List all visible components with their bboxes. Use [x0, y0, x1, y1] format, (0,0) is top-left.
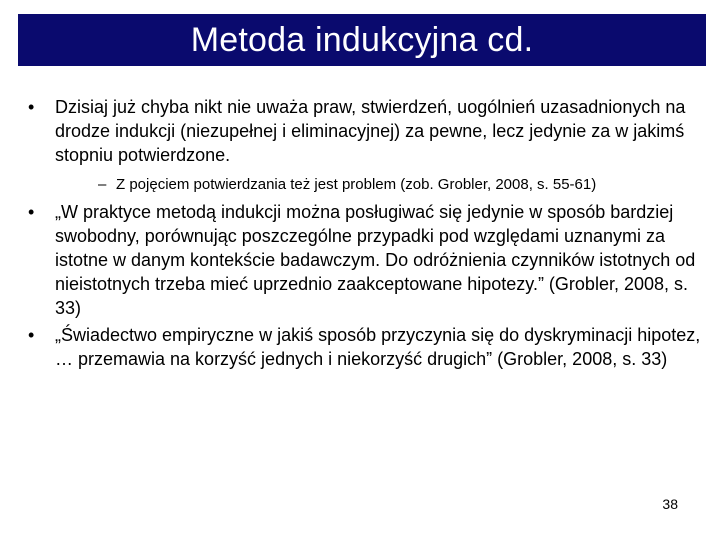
sub-bullet-text: Z pojęciem potwierdzania też jest problem (zob. Grobler, 2008, s. 55-61) [116, 176, 597, 193]
slide-title-bar [18, 14, 706, 66]
slide-content [28, 95, 708, 371]
sub-bullet-marker: – [98, 176, 107, 193]
page-number: 38 [662, 496, 678, 512]
bullet-text: Dzisiaj już chyba nikt nie uważa praw, stwierdzeń, uogólnień uzasadnionych na drodze indukcji (niezupełnej i eliminacyjnej) za pewne, lecz jedynie za w jakimś stopniu potwierdzone. [55, 97, 686, 165]
bullet-text: „W praktyce metodą indukcji można posługiwać się jedynie w sposób bardziej swobodny, porównując poszczególne przypadki pod względami uznanymi za istotne w danym kontekście badawczym. Do odróżnienia czynników istotnych od nieistotnych trzeba mieć uprzednio zaakceptowane hipotezy.” (Grobler, 2008, s. 33) [55, 202, 696, 318]
bullet-item [28, 323, 708, 371]
bullet-item [28, 95, 708, 167]
bullet-item [28, 200, 708, 320]
bullet-marker: • [28, 325, 35, 345]
bullet-marker: • [28, 97, 35, 117]
sub-bullet-item [98, 175, 708, 195]
slide-title: Metoda indukcyjna cd. [190, 21, 534, 59]
bullet-text: „Świadectwo empiryczne w jakiś sposób przyczynia się do dyskryminacji hipotez, … przemawia na korzyść jednych i niekorzyść drugich” (Grobler, 2008, s. 33) [55, 325, 701, 369]
bullet-marker: • [28, 202, 35, 222]
